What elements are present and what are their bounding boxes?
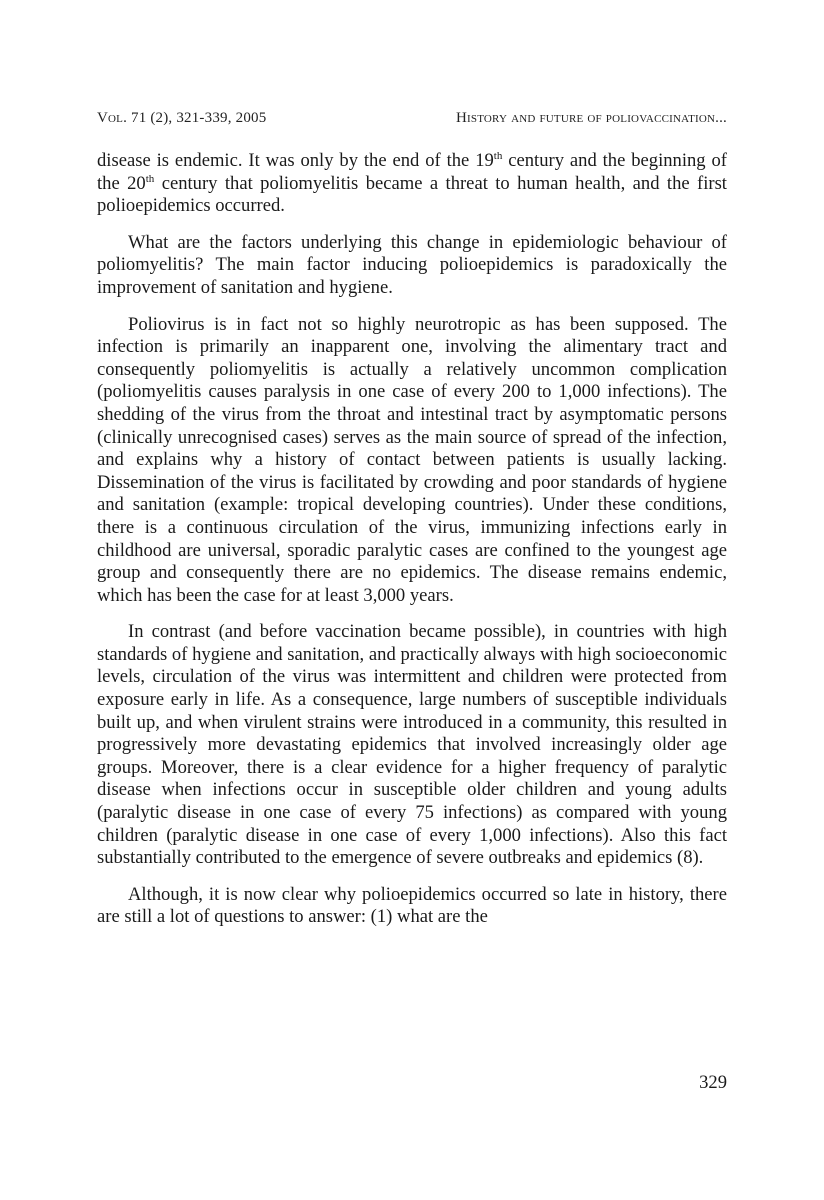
body-text (97, 150, 727, 943)
paragraph-5: Although, it is now clear why polioepidemics occurred so late in history, there are still a lot of questions to answer: (1) what are the (97, 883, 727, 928)
paragraph-2: What are the factors underlying this change in epidemiologic behaviour of poliomyelitis? The main factor inducing polioepidemics is paradoxically the improvement of sanitation and hygiene. (97, 231, 727, 298)
page-number: 329 (699, 1072, 727, 1093)
running-head-journal: Vol. 71 (2), 321-339, 2005 (97, 110, 267, 126)
running-head-title: History and future of poliovaccination... (455, 110, 727, 126)
paragraph-4: In contrast (and before vaccination became possible), in countries with high standards of hygiene and sanitation, and practically always with high socioeconomic levels, circulation of the virus was intermittent and children were protected from exposure early in life. As a consequence, large numbers of susceptible individuals built up, and when virulent strains were introduced in a community, this resulted in progressively more devastating epidemics that involved increasingly older age groups. Moreover, there is a clear evidence for a higher frequency of paralytic disease when infections occur in susceptible older children and young adults (paralytic disease in one case of every 75 infections) as compared with young children (paralytic disease in one case of every 1,000 infections). Also this fact substantially contributed to the emergence of severe outbreaks and epidemics (8). (97, 621, 727, 869)
superscript-th: th (493, 150, 503, 162)
running-head (97, 110, 727, 127)
paragraph-1: disease is endemic. It was only by the end of the 19th century and the beginning of the 20th century that poliomyelitis became a threat to human health, and the first polioepidemics occurred. (97, 150, 727, 217)
paragraph-3: Poliovirus is in fact not so highly neurotropic as has been supposed. The infection is primarily an inapparent one, involving the alimentary tract and consequently poliomyelitis is actually a relatively uncommon complication (poliomyelitis causes paralysis in one case of every 200 to 1,000 infections). The shedding of the virus from the throat and intestinal tract by asymptomatic persons (clinically unrecognised cases) serves as the main source of spread of the infection, and explains why a history of contact between patients is usually lacking. Dissemination of the virus is facilitated by crowding and poor standards of hygiene and sanitation (example: tropical developing countries). Under these conditions, there is a continuous circulation of the virus, immunizing infections early in childhood are universal, sporadic paralytic cases are confined to the youngest age group and consequently there are no epidemics. The disease remains endemic, which has been the case for at least 3,000 years. (97, 313, 727, 606)
superscript-th: th (145, 172, 155, 185)
